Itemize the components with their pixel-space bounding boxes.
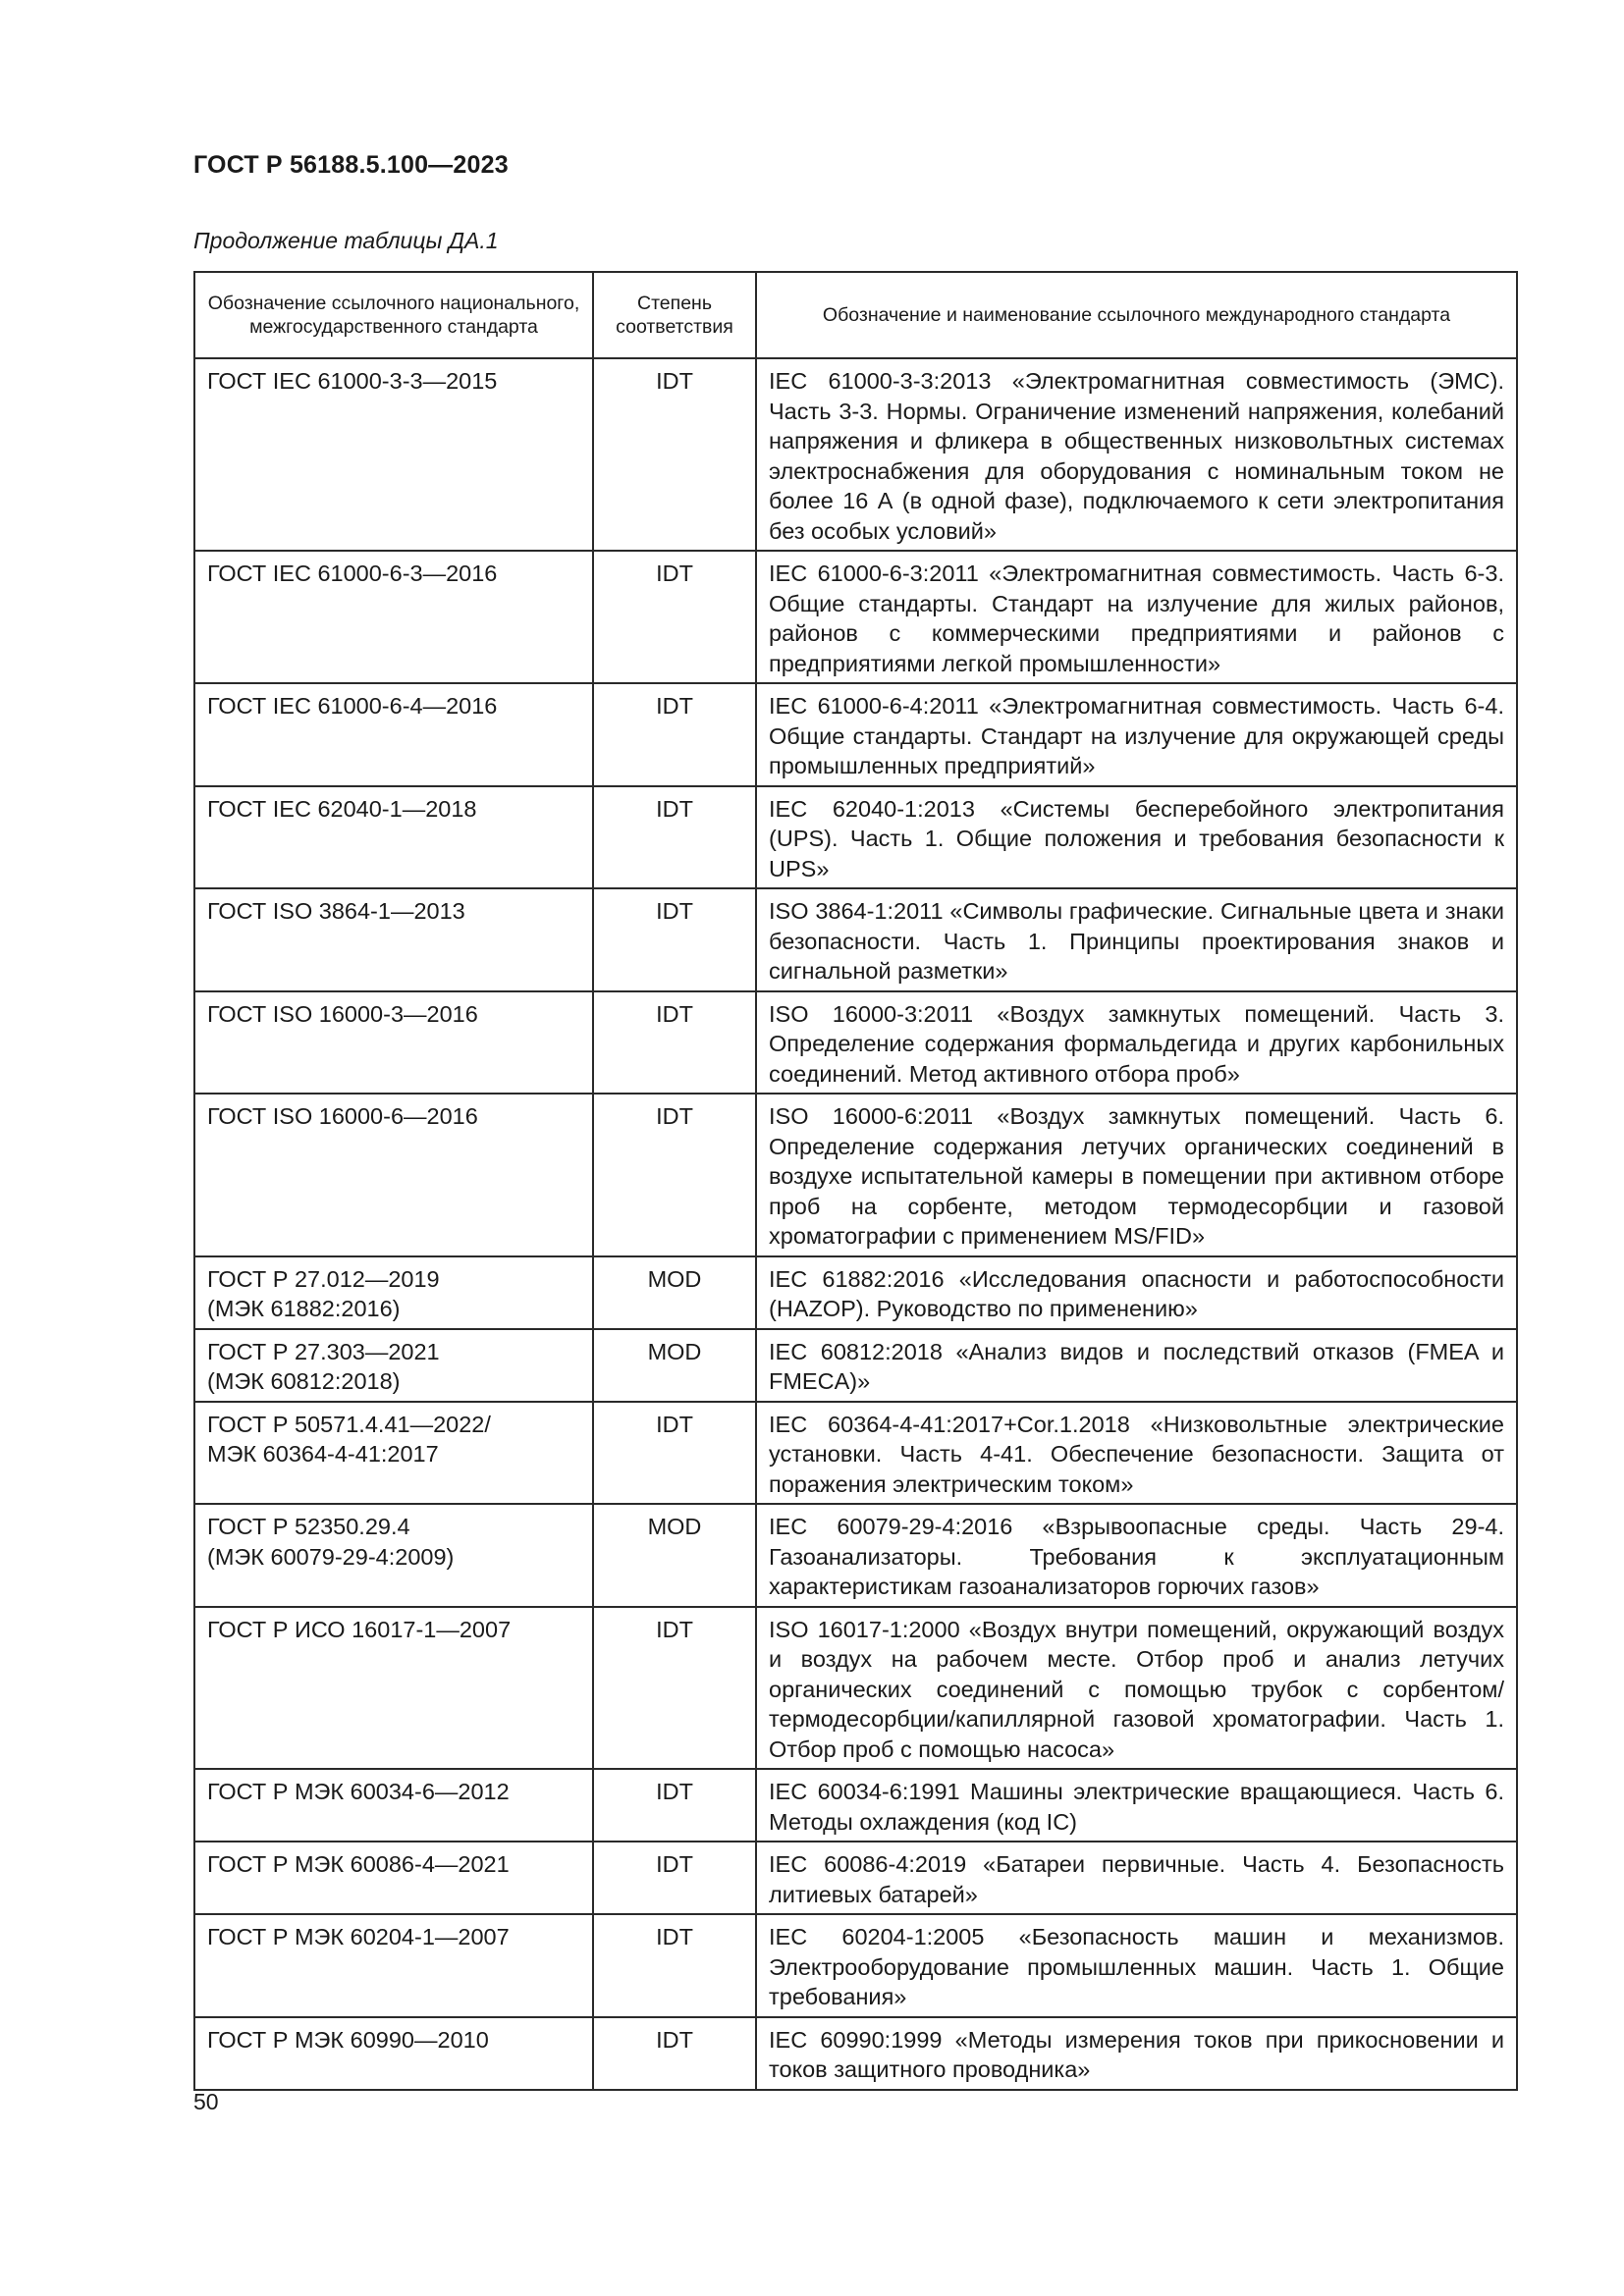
- table-row: [194, 1842, 1517, 1914]
- table-row: [194, 683, 1517, 786]
- international-standard-cell: IEC 60086-4:2019 «Батареи первичные. Часть 4. Безопасность литиевых батарей»: [756, 1842, 1517, 1914]
- international-standard-cell: ISO 16000-6:2011 «Воздух замкнутых помещений. Часть 6. Определение содержания летучих органических соединений в воздухе испытательной камеры в помещении при активном отборе проб на сорбенте, методом термодесорбции и газовой хроматографии с применением MS/FID»: [756, 1094, 1517, 1256]
- international-standard-cell: IEC 60034-6:1991 Машины электрические вращающиеся. Часть 6. Методы охлаждения (код IC): [756, 1769, 1517, 1842]
- national-standard-cell: ГОСТ ISO 16000-6—2016: [194, 1094, 593, 1256]
- table-row: [194, 888, 1517, 991]
- national-standard-cell: ГОСТ Р МЭК 60204-1—2007: [194, 1914, 593, 2017]
- international-standard-cell: ISO 3864-1:2011 «Символы графические. Сигнальные цвета и знаки безопасности. Часть 1. Принципы проектирования знаков и сигнальной разметки»: [756, 888, 1517, 991]
- national-standard-cell: ГОСТ IEC 61000-3-3—2015: [194, 358, 593, 551]
- national-standard-cell: ГОСТ IEC 61000-6-4—2016: [194, 683, 593, 786]
- national-standard-cell: ГОСТ Р 52350.29.4 (МЭК 60079-29-4:2009): [194, 1504, 593, 1607]
- degree-cell: IDT: [593, 786, 756, 889]
- degree-cell: IDT: [593, 683, 756, 786]
- degree-cell: IDT: [593, 1402, 756, 1505]
- national-standard-cell: ГОСТ IEC 61000-6-3—2016: [194, 551, 593, 683]
- national-standard-cell: ГОСТ Р 27.012—2019 (МЭК 61882:2016): [194, 1256, 593, 1329]
- document-code: ГОСТ Р 56188.5.100—2023: [193, 151, 509, 179]
- international-standard-cell: IEC 60812:2018 «Анализ видов и последствий отказов (FMEA и FMECA)»: [756, 1329, 1517, 1402]
- national-standard-cell: ГОСТ Р МЭК 60034-6—2012: [194, 1769, 593, 1842]
- international-standard-cell: IEC 61882:2016 «Исследования опасности и работоспособности (HAZOP). Руководство по применению»: [756, 1256, 1517, 1329]
- national-standard-cell: ГОСТ ISO 3864-1—2013: [194, 888, 593, 991]
- reference-standards-table: [193, 271, 1518, 2091]
- column-header-national: Обозначение ссылочного национального, межгосударственного стандарта: [194, 272, 593, 358]
- column-header-degree: Степень соответствия: [593, 272, 756, 358]
- degree-cell: IDT: [593, 1094, 756, 1256]
- table-row: [194, 1402, 1517, 1505]
- international-standard-cell: IEC 61000-3-3:2013 «Электромагнитная совместимость (ЭМС). Часть 3-3. Нормы. Ограничение изменений напряжения, колебаний напряжения и фликера в общественных низковольтных системах электроснабжения для оборудования с номинальным током не более 16 А (в одной фазе), подключаемого к сети электропитания без особых условий»: [756, 358, 1517, 551]
- international-standard-cell: IEC 62040-1:2013 «Системы бесперебойного электропитания (UPS). Часть 1. Общие положения и требования безопасности к UPS»: [756, 786, 1517, 889]
- international-standard-cell: IEC 60204-1:2005 «Безопасность машин и механизмов. Электрооборудование промышленных машин. Часть 1. Общие требования»: [756, 1914, 1517, 2017]
- international-standard-cell: ISO 16017-1:2000 «Воздух внутри помещений, окружающий воздух и воздух на рабочем месте. Отбор проб и анализ летучих органических соединений с помощью трубок с сорбентом/термодесорбции/капиллярной газовой хроматографии. Часть 1. Отбор проб с помощью насоса»: [756, 1607, 1517, 1770]
- table-caption: Продолжение таблицы ДА.1: [193, 228, 499, 253]
- page-number: 50: [193, 2089, 219, 2114]
- international-standard-cell: IEC 61000-6-3:2011 «Электромагнитная совместимость. Часть 6-3. Общие стандарты. Стандарт на излучение для жилых районов, районов с коммерческими предприятиями и районов с предприятиями легкой промышленности»: [756, 551, 1517, 683]
- degree-cell: IDT: [593, 1842, 756, 1914]
- national-standard-cell: ГОСТ Р ИСО 16017-1—2007: [194, 1607, 593, 1770]
- national-standard-cell: ГОСТ ISO 16000-3—2016: [194, 991, 593, 1095]
- degree-cell: IDT: [593, 2017, 756, 2090]
- degree-cell: IDT: [593, 551, 756, 683]
- table-row: [194, 1769, 1517, 1842]
- table-row: [194, 1256, 1517, 1329]
- degree-cell: IDT: [593, 888, 756, 991]
- degree-cell: MOD: [593, 1256, 756, 1329]
- table-row: [194, 1329, 1517, 1402]
- degree-cell: IDT: [593, 358, 756, 551]
- table-row: [194, 1607, 1517, 1770]
- degree-cell: MOD: [593, 1329, 756, 1402]
- degree-cell: IDT: [593, 1607, 756, 1770]
- table-row: [194, 991, 1517, 1095]
- table-row: [194, 1094, 1517, 1256]
- table-row: [194, 1914, 1517, 2017]
- degree-cell: IDT: [593, 1914, 756, 2017]
- international-standard-cell: IEC 61000-6-4:2011 «Электромагнитная совместимость. Часть 6-4. Общие стандарты. Стандарт на излучение для окружающей среды промышленных предприятий»: [756, 683, 1517, 786]
- column-header-international: Обозначение и наименование ссылочного международного стандарта: [756, 272, 1517, 358]
- national-standard-cell: ГОСТ Р 50571.4.41—2022/ МЭК 60364-4-41:2017: [194, 1402, 593, 1505]
- international-standard-cell: IEC 60990:1999 «Методы измерения токов при прикосновении и токов защитного проводника»: [756, 2017, 1517, 2090]
- international-standard-cell: IEC 60364-4-41:2017+Cor.1.2018 «Низковольтные электрические установки. Часть 4-41. Обеспечение безопасности. Защита от поражения электрическим током»: [756, 1402, 1517, 1505]
- international-standard-cell: ISO 16000-3:2011 «Воздух замкнутых помещений. Часть 3. Определение содержания формальдегида и других карбонильных соединений. Метод активного отбора проб»: [756, 991, 1517, 1095]
- table-row: [194, 551, 1517, 683]
- table-header-row: [194, 272, 1517, 358]
- table-row: [194, 1504, 1517, 1607]
- table-row: [194, 786, 1517, 889]
- national-standard-cell: ГОСТ Р МЭК 60086-4—2021: [194, 1842, 593, 1914]
- table-row: [194, 2017, 1517, 2090]
- international-standard-cell: IEC 60079-29-4:2016 «Взрывоопасные среды. Часть 29-4. Газоанализаторы. Требования к эксплуатационным характеристикам газоанализаторов горючих газов»: [756, 1504, 1517, 1607]
- national-standard-cell: ГОСТ Р 27.303—2021 (МЭК 60812:2018): [194, 1329, 593, 1402]
- degree-cell: MOD: [593, 1504, 756, 1607]
- degree-cell: IDT: [593, 991, 756, 1095]
- table-row: [194, 358, 1517, 551]
- degree-cell: IDT: [593, 1769, 756, 1842]
- national-standard-cell: ГОСТ Р МЭК 60990—2010: [194, 2017, 593, 2090]
- table-body: [194, 358, 1517, 2090]
- national-standard-cell: ГОСТ IEC 62040-1—2018: [194, 786, 593, 889]
